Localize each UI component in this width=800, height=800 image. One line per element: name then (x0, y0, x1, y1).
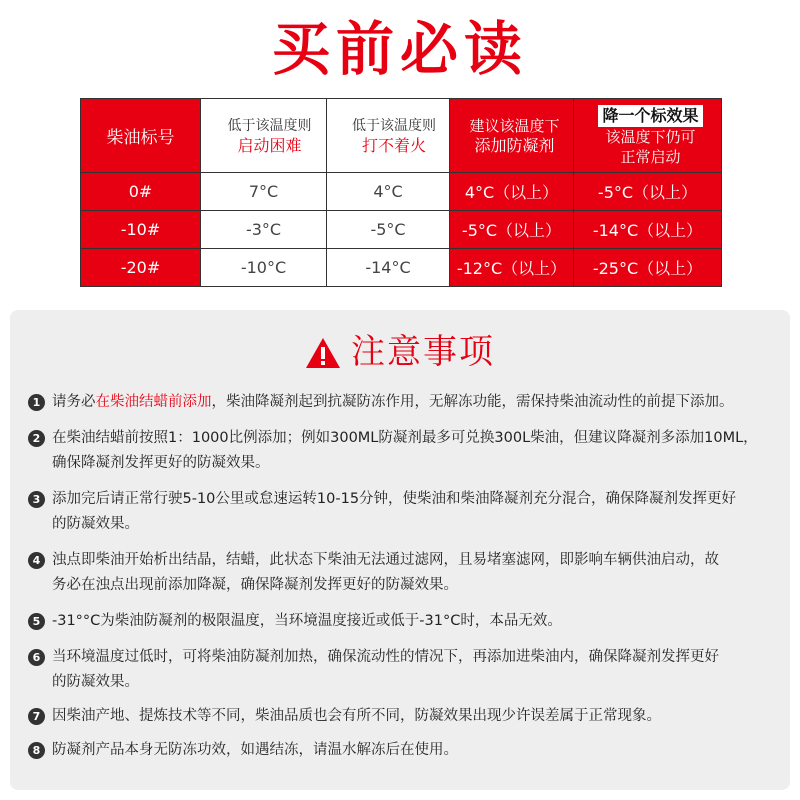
header-lower-grade-line2: 该温度下仍可 (605, 127, 696, 146)
grade-cell: -10# (81, 211, 201, 249)
suggest-add-cell: 4°C（以上） (450, 173, 574, 211)
item-text-line2: 的防凝效果。 (52, 516, 139, 532)
item-number-badge: 7 (28, 708, 45, 725)
list-item (28, 548, 788, 598)
lower-grade-cell: -5°C（以上） (574, 173, 722, 211)
item-text: 请务必 (52, 394, 96, 410)
item-text-line1: 添加完后请正常行驶5-10公里或怠速运转10-15分钟，使柴油和柴油降凝剂充分混合，确保降凝剂发挥更好 (52, 491, 737, 507)
grade-cell: -20# (81, 249, 201, 287)
hard-start-cell: 7°C (201, 173, 327, 211)
table-row (81, 173, 722, 211)
list-item (28, 645, 788, 695)
grade-cell: 0# (81, 173, 201, 211)
table-row (81, 211, 722, 249)
item-text-line2: 确保降凝剂发挥更好的防凝效果。 (52, 455, 270, 471)
item-text-line1: 因柴油产地、提炼技术等不同，柴油品质也会有所不同，防凝效果出现少许误差属于正常现象。 (52, 708, 661, 724)
list-item (28, 704, 788, 729)
item-number-badge: 2 (28, 430, 45, 447)
hard-start-cell: -3°C (201, 211, 327, 249)
list-item (28, 390, 788, 415)
header-grade: 柴油标号 (81, 99, 201, 173)
header-lower-grade-effect (574, 99, 722, 173)
diesel-grade-table (80, 98, 722, 287)
item-text-line1: -31°°C为柴油防凝剂的极限温度，当环境温度接近或低于-31°C时，本品无效。 (52, 613, 562, 629)
item-highlight-text: 在柴油结蜡前添加 (95, 394, 212, 410)
lower-grade-cell: -14°C（以上） (574, 211, 722, 249)
item-text-line2: 务必在浊点出现前添加降凝，确保降凝剂发挥更好的防凝效果。 (52, 577, 458, 593)
list-item (28, 426, 788, 476)
item-text-line2: 的防凝效果。 (52, 674, 139, 690)
item-text: ，柴油降凝剂起到抗凝防冻作用，无解冻功能，需保持柴油流动性的前提下添加。 (211, 394, 734, 410)
item-number-badge: 8 (28, 742, 45, 759)
item-text-line1: 浊点即柴油开始析出结晶，结蜡，此状态下柴油无法通过滤网，且易堵塞滤网，即影响车辆供油启动，故 (52, 552, 719, 568)
lower-grade-cell: -25°C（以上） (574, 249, 722, 287)
no-start-cell: -14°C (327, 249, 450, 287)
header-hard-start (201, 99, 327, 173)
header-hard-start-line1: 低于该温度则 (227, 117, 312, 134)
page-title: 买前必读 (271, 15, 528, 83)
no-start-cell: -5°C (327, 211, 450, 249)
header-no-start (327, 99, 450, 173)
item-number-badge: 5 (28, 613, 45, 630)
list-item (28, 609, 788, 634)
suggest-add-cell: -5°C（以上） (450, 211, 574, 249)
header-suggest-add-line2: 添加防凝剂 (474, 135, 555, 155)
notice-title-text: 注意事项 (351, 332, 495, 372)
item-text-line1: 在柴油结蜡前按照1：1000比例添加；例如300ML防凝剂最多可兑换300L柴油，但建议降凝剂多添加10ML， (52, 430, 758, 446)
notice-heading (10, 330, 790, 380)
header-lower-grade-line3: 正常启动 (620, 147, 681, 166)
header-suggest-add-line1: 建议该温度下 (469, 116, 560, 135)
list-item (28, 738, 788, 763)
notice-panel (10, 310, 790, 790)
table-header-row (81, 99, 722, 173)
item-number-badge: 4 (28, 552, 45, 569)
suggest-add-cell: -12°C（以上） (450, 249, 574, 287)
header-suggest-add (450, 99, 574, 173)
header-hard-start-line2: 启动困难 (237, 135, 302, 155)
no-start-cell: 4°C (327, 173, 450, 211)
warning-triangle-icon (305, 336, 341, 380)
item-number-badge: 1 (28, 394, 45, 411)
list-item (28, 487, 788, 537)
hard-start-cell: -10°C (201, 249, 327, 287)
item-text-line1: 防凝剂产品本身无防冻功效，如遇结冻，请温水解冻后在使用。 (52, 742, 458, 758)
header-no-start-line2: 打不着火 (361, 135, 426, 155)
item-number-badge: 6 (28, 649, 45, 666)
header-lower-grade-line1: 降一个标效果 (598, 105, 702, 127)
item-text-line1: 当环境温度过低时，可将柴油防凝剂加热，确保流动性的情况下，再添加进柴油内，确保降凝剂发挥更好 (52, 649, 719, 665)
header-no-start-line1: 低于该温度则 (352, 117, 436, 134)
table-row (81, 249, 722, 287)
item-number-badge: 3 (28, 491, 45, 508)
